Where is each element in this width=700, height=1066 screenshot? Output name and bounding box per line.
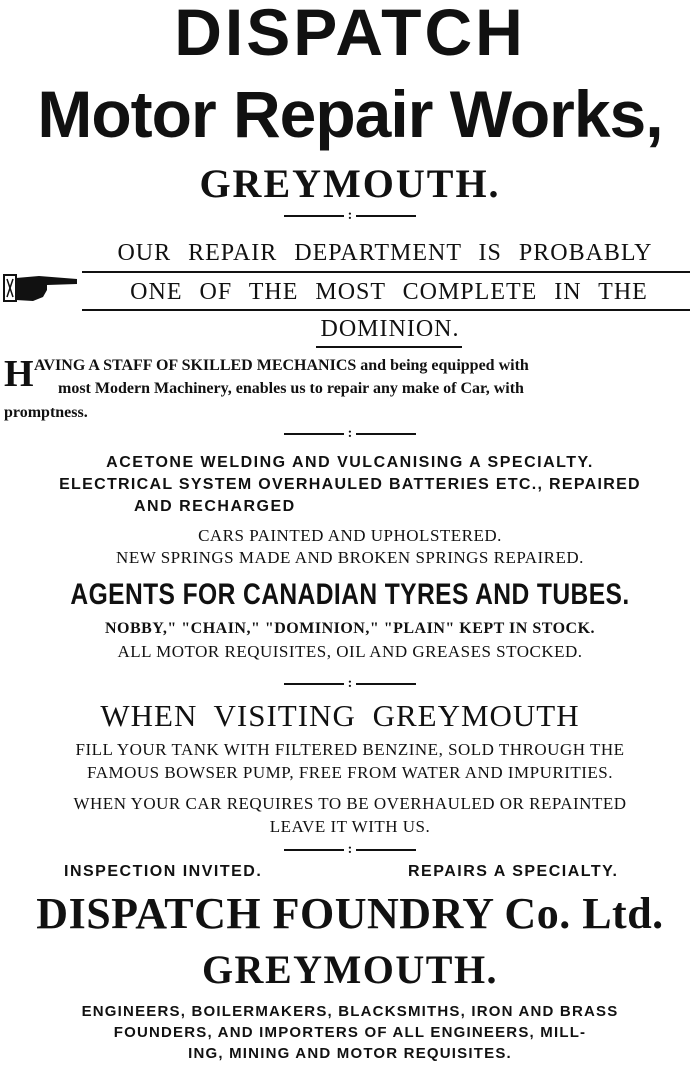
header-subtitle: Motor Repair Works, [37,77,663,151]
staff-line-1: AVING A STAFF OF SKILLED MECHANICS and being equipped with [34,357,529,374]
divider-dash [356,683,416,685]
repair-rule-2 [82,309,690,311]
trades-line-2: FOUNDERS, AND IMPORTERS OF ALL ENGINEERS, MILL- [113,1024,587,1041]
staff-line-3: promptness. [4,404,88,421]
trades-line-3: ING, MINING AND MOTOR REQUISITES. [188,1045,512,1062]
agents-heading: AGENTS FOR CANADIAN TYRES AND TUBES. [70,578,630,611]
divider-colon: : [347,208,353,223]
visiting-line-4: LEAVE IT WITH US. [269,817,431,836]
visiting-line-1: FILL YOUR TANK WITH FILTERED BENZINE, SOLD THROUGH THE [75,740,625,759]
divider-dash [284,433,344,435]
divider-dash [284,683,344,685]
divider-colon: : [347,842,353,857]
painted-line: CARS PAINTED AND UPHOLSTERED. [198,526,502,545]
header-location: GREYMOUTH. [199,161,501,206]
springs-line: NEW SPRINGS MADE AND BROKEN SPRINGS REPAIRED. [116,548,584,567]
divider-dash [356,433,416,435]
divider-dash [356,215,416,217]
requisites-line: ALL MOTOR REQUISITES, OIL AND GREASES STOCKED. [117,642,583,661]
staff-line-2: most Modern Machinery, enables us to repair any make of Car, with [58,380,524,397]
welding-line: ACETONE WELDING AND VULCANISING A SPECIALTY. [106,454,594,471]
divider-3 [0,676,700,692]
staff-drop-cap: H [4,353,34,395]
visiting-heading: WHEN VISITING GREYMOUTH [100,698,580,733]
brands-line: NOBBY," "CHAIN," "DOMINION," "PLAIN" KEPT IN STOCK. [104,620,596,637]
divider-colon: : [347,426,353,441]
repair-line-2: ONE OF THE MOST COMPLETE IN THE [130,279,648,305]
repair-line-1: OUR REPAIR DEPARTMENT IS PROBABLY [117,240,653,266]
visiting-line-2: FAMOUS BOWSER PUMP, FREE FROM WATER AND IMPURITIES. [87,763,613,782]
divider-4 [0,842,700,858]
repair-rule-1 [82,271,690,273]
divider-dash [284,849,344,851]
header-title: DISPATCH [174,0,526,69]
company-name: DISPATCH FOUNDRY Co. Ltd. [36,889,664,938]
visiting-line-3: WHEN YOUR CAR REQUIRES TO BE OVERHAULED OR REPAINTED [73,794,627,813]
electrical-line-2: AND RECHARGED [134,498,296,515]
divider-dash [356,849,416,851]
trades-line-1: ENGINEERS, BOILERMAKERS, BLACKSMITHS, IRON AND BRASS [81,1003,619,1020]
electrical-line-1: ELECTRICAL SYSTEM OVERHAULED BATTERIES ETC., REPAIRED [59,476,641,493]
divider-2 [0,426,700,442]
footer-location: GREYMOUTH. [201,947,499,992]
pointing-hand-icon [3,270,79,311]
repairs-specialty: REPAIRS A SPECIALTY. [408,863,619,880]
divider-colon: : [347,676,353,691]
divider-dash [284,215,344,217]
divider-1 [0,208,700,224]
inspection-invited: INSPECTION INVITED. [64,863,263,880]
repair-line-3: DOMINION. [320,316,460,342]
repair-rule-3 [316,346,462,348]
